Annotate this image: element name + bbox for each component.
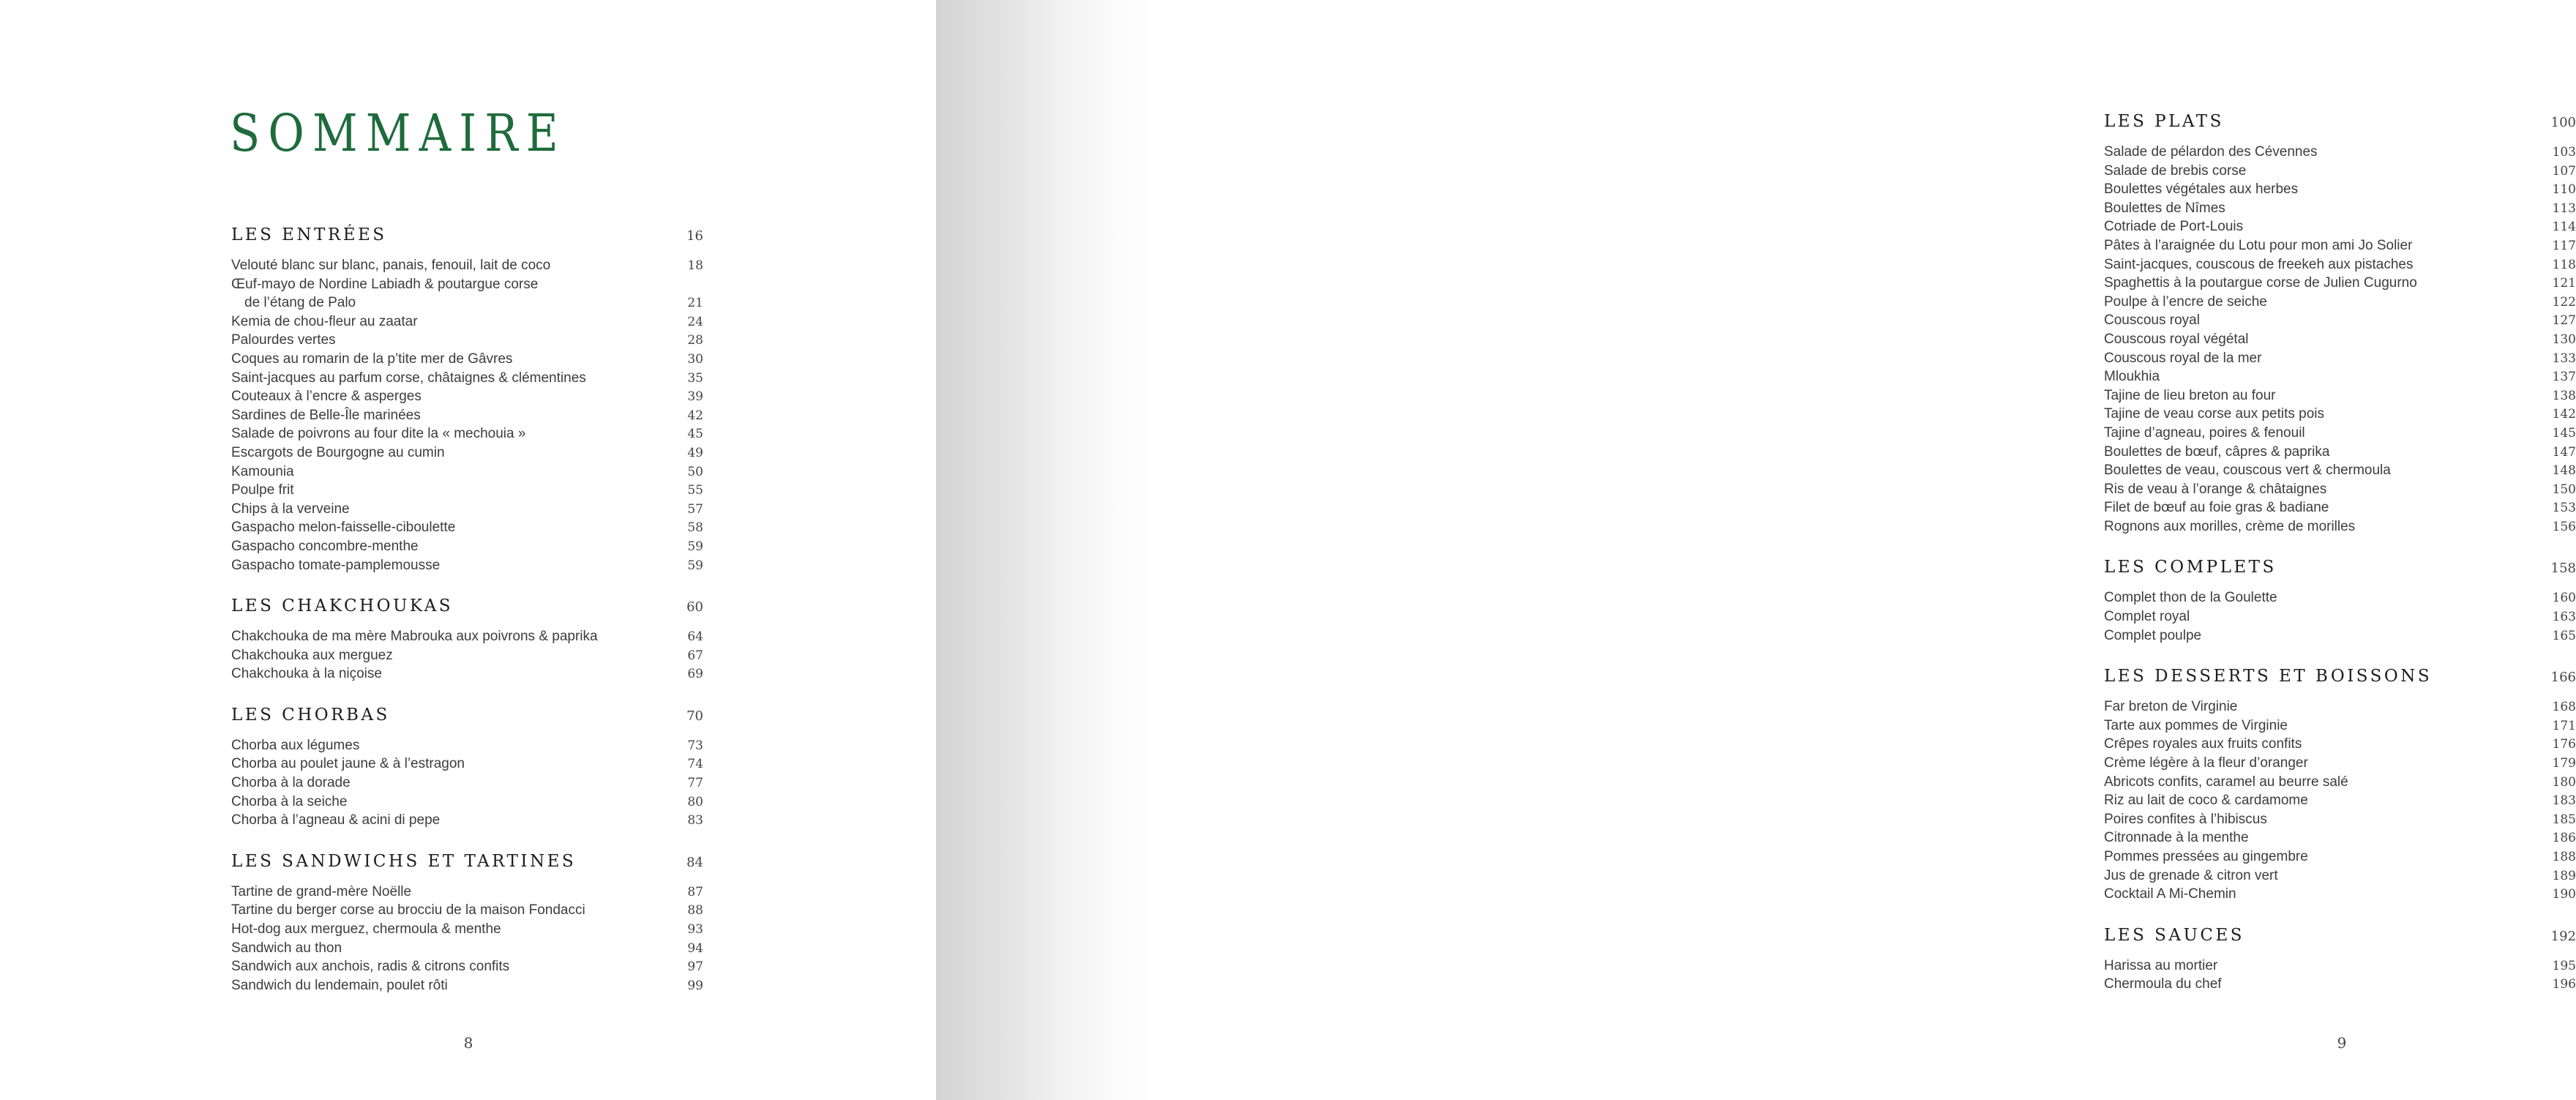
toc-entry: [2104, 405, 2576, 424]
entry-title: Œuf-mayo de Nordine Labiadh & poutargue corse: [231, 276, 539, 292]
toc-entry: [231, 313, 703, 332]
toc-entry: [2104, 791, 2576, 810]
entry-title: Salade de pélardon des Cévennes: [2104, 144, 2318, 160]
toc-entry: [231, 256, 703, 275]
toc-entry: [2104, 480, 2576, 499]
toc-entry: [2104, 274, 2576, 293]
entry-title: Complet royal: [2104, 609, 2190, 625]
entry-title: Tajine d’agneau, poires & fenouil: [2104, 424, 2305, 441]
entry-page-number: 57: [687, 501, 703, 517]
section-page-number: 192: [2550, 928, 2576, 944]
entry-title: Poulpe à l’encre de seiche: [2104, 293, 2267, 310]
entry-title: Citronnade à la menthe: [2104, 830, 2249, 846]
entry-title: Harissa au mortier: [2104, 957, 2218, 973]
section-header: [2104, 556, 2576, 578]
toc-entry: [231, 500, 703, 519]
toc-entry: [231, 939, 703, 958]
toc-entry: [231, 481, 703, 500]
section-page-number: 100: [2550, 115, 2576, 130]
entry-page-number: 118: [2552, 257, 2576, 272]
toc-entry: [231, 444, 703, 463]
entry-title: Sandwich au thon: [231, 940, 342, 956]
entry-title: Saint-jacques au parfum corse, châtaignes & clémentines: [231, 370, 586, 386]
entry-page-number: 42: [687, 408, 703, 423]
toc-section: [231, 595, 703, 684]
toc-entry: [231, 424, 703, 444]
toc-entry: [2104, 199, 2576, 218]
entry-page-number: 55: [687, 483, 703, 498]
entry-title: Tarte aux pommes de Virginie: [2104, 717, 2288, 733]
toc-entry: [2104, 443, 2576, 462]
toc-entry: [231, 920, 703, 939]
entry-page-number: 122: [2552, 294, 2576, 310]
entry-title: Filet de bœuf au foie gras & badiane: [2104, 500, 2329, 516]
entry-page-number: 28: [687, 333, 703, 348]
entry-page-number: 179: [2552, 756, 2576, 771]
entry-page-number: 83: [687, 813, 703, 828]
entry-page-number: 138: [2552, 388, 2576, 403]
entry-title: Boulettes de Nîmes: [2104, 200, 2225, 216]
entry-page-number: 145: [2552, 425, 2576, 441]
entry-title: Hot-dog aux merguez, chermoula & menthe: [231, 921, 501, 938]
entry-page-number: 185: [2552, 812, 2576, 827]
toc-section: [2104, 924, 2576, 994]
section-title: LES SAUCES: [2104, 925, 2245, 945]
toc-entry: [2104, 255, 2576, 274]
entry-title: Complet thon de la Goulette: [2104, 590, 2277, 606]
entry-title: Rognons aux morilles, crème de morilles: [2104, 518, 2356, 534]
page-number-left: 8: [463, 1034, 473, 1052]
toc-entry: [2104, 461, 2576, 480]
toc-entry: [2104, 330, 2576, 349]
toc-entry: [2104, 367, 2576, 386]
entry-page-number: 73: [687, 738, 703, 753]
entry-title: Chips à la verveine: [231, 501, 350, 517]
toc-entry: [231, 369, 703, 388]
entry-page-number: 176: [2552, 737, 2576, 752]
entry-title: Boulettes de bœuf, câpres & paprika: [2104, 444, 2330, 460]
left-toc-column: [231, 224, 703, 995]
section-title: LES DESSERTS ET BOISSONS: [2104, 667, 2433, 686]
entry-title: Mloukhia: [2104, 369, 2160, 385]
entry-title: Gaspacho melon-faisselle-ciboulette: [231, 520, 456, 536]
entry-page-number: 69: [687, 667, 703, 682]
toc-entry: [231, 627, 703, 646]
entry-title: Kamounia: [231, 463, 294, 479]
entry-page-number: 148: [2552, 463, 2576, 479]
toc-entry: [2104, 162, 2576, 181]
toc-entry: [231, 901, 703, 920]
section-page-number: 70: [686, 708, 703, 724]
toc-entry: [231, 331, 703, 350]
entry-page-number: 188: [2552, 850, 2576, 864]
entry-title: Saint-jacques, couscous de freekeh aux pistaches: [2104, 256, 2414, 272]
entry-title: Tartine de grand-mère Noëlle: [231, 883, 412, 899]
section-page-number: 158: [2550, 561, 2576, 577]
section-page-number: 60: [686, 599, 703, 616]
entry-title: Kemia de chou-fleur au zaatar: [231, 313, 418, 329]
section-entries: [2104, 588, 2576, 645]
entry-title: Couscous royal: [2104, 313, 2200, 329]
entry-page-number: 160: [2552, 591, 2576, 606]
toc-section: [2104, 665, 2576, 904]
entry-page-number: 137: [2552, 370, 2576, 385]
entry-page-number: 156: [2552, 519, 2576, 534]
section-title: LES SANDWICHS ET TARTINES: [231, 851, 577, 871]
toc-entry: [2104, 517, 2576, 536]
toc-entry: [2104, 311, 2576, 330]
entry-page-number: 190: [2552, 887, 2576, 902]
section-page-number: 84: [686, 854, 703, 870]
toc-entry: [231, 387, 703, 406]
entry-title: Couscous royal végétal: [2104, 331, 2249, 347]
entry-title: Chorba à la seiche: [231, 793, 348, 809]
entry-page-number: 165: [2552, 628, 2576, 643]
toc-entry: [231, 646, 703, 665]
entry-page-number: 30: [687, 351, 703, 367]
entry-title: Chorba aux légumes: [231, 737, 360, 753]
entry-page-number: 94: [687, 940, 703, 956]
toc-section: [2104, 556, 2576, 645]
toc-entry: [2104, 236, 2576, 255]
entry-title: Chakchouka à la niçoise: [231, 666, 382, 682]
entry-title: Coques au romarin de la p’tite mer de Gâvres: [231, 351, 513, 367]
entry-title: Tajine de veau corse aux petits pois: [2104, 406, 2325, 422]
entry-title: Jus de grenade & citron vert: [2104, 867, 2278, 883]
toc-entry: [231, 665, 703, 684]
entry-page-number: 121: [2552, 276, 2576, 291]
entry-title: Poulpe frit: [231, 482, 294, 498]
entry-page-number: 67: [687, 648, 703, 663]
entry-page-number: 58: [687, 520, 703, 536]
right-toc-column: [2104, 111, 2576, 994]
toc-entry: [2104, 867, 2576, 886]
entry-title: Spaghettis à la poutargue corse de Julien Cugurno: [2104, 275, 2417, 291]
toc-entry: [231, 350, 703, 369]
entry-title: Chorba au poulet jaune & à l’estragon: [231, 756, 465, 772]
entry-title: Tartine du berger corse au brocciu de la maison Fondacci: [231, 902, 585, 918]
entry-page-number: 21: [687, 296, 703, 311]
toc-entry: [231, 883, 703, 902]
toc-entry: [231, 406, 703, 425]
toc-entry: [231, 957, 703, 976]
section-header: [231, 850, 703, 872]
entry-page-number: 147: [2552, 444, 2576, 460]
entry-title: Boulettes végétales aux herbes: [2104, 182, 2299, 198]
entry-page-number: 87: [687, 884, 703, 899]
entry-title: Couteaux à l’encre & asperges: [231, 389, 422, 405]
right-page: [936, 0, 2576, 1100]
entry-title: Salade de poivrons au four dite la « mechouia »: [231, 426, 526, 442]
entry-page-number: 127: [2552, 313, 2576, 329]
entry-page-number: 183: [2552, 793, 2576, 809]
toc-entry: [2104, 607, 2576, 626]
section-entries: [2104, 143, 2576, 536]
toc-section: [231, 704, 703, 830]
toc-entry: [2104, 828, 2576, 848]
toc-section: [2104, 111, 2576, 536]
entry-title: Velouté blanc sur blanc, panais, fenouil, lait de coco: [231, 258, 551, 273]
entry-page-number: 45: [687, 427, 703, 442]
entry-page-number: 133: [2552, 351, 2576, 366]
page-title: SOMMAIRE: [230, 103, 566, 163]
entry-title: Chermoula du chef: [2104, 976, 2222, 992]
toc-entry: [2104, 697, 2576, 717]
entry-title: Complet poulpe: [2104, 627, 2202, 643]
toc-entry: [2104, 498, 2576, 517]
toc-entry: [2104, 810, 2576, 829]
section-title: LES ENTRÉES: [231, 225, 387, 244]
entry-title: Sardines de Belle-Île marinées: [231, 407, 421, 423]
toc-entry: [2104, 957, 2576, 976]
entry-title: Boulettes de veau, couscous vert & chermoula: [2104, 463, 2391, 479]
section-title: LES CHAKCHOUKAS: [231, 596, 453, 616]
entry-page-number: 163: [2552, 610, 2576, 625]
section-header: [231, 595, 703, 617]
entry-title: Salade de brebis corse: [2104, 162, 2247, 179]
entry-page-number: 50: [687, 464, 703, 479]
entry-title: Escargots de Bourgogne au cumin: [231, 444, 445, 460]
toc-entry: [2104, 717, 2576, 736]
entry-title: Pommes pressées au gingembre: [2104, 849, 2308, 864]
entry-page-number: 189: [2552, 868, 2576, 883]
toc-section: [231, 850, 703, 995]
entry-page-number: 88: [687, 903, 703, 918]
toc-entry: [231, 811, 703, 830]
section-title: LES PLATS: [2104, 112, 2224, 131]
entry-page-number: 80: [687, 794, 703, 809]
entry-page-number: 59: [687, 558, 703, 573]
entry-page-number: 18: [687, 258, 703, 273]
entry-title: Poires confites à l’hibiscus: [2104, 811, 2267, 827]
section-entries: [2104, 957, 2576, 994]
entry-page-number: 150: [2552, 482, 2576, 497]
toc-entry: [231, 518, 703, 537]
section-entries: [231, 736, 703, 830]
section-entries: [231, 256, 703, 575]
entry-title: Pâtes à l’araignée du Lotu pour mon ami Jo Solier: [2104, 237, 2413, 253]
toc-entry: [231, 774, 703, 793]
toc-entry: [2104, 424, 2576, 443]
toc-entry: [2104, 885, 2576, 904]
toc-entry: [231, 556, 703, 575]
toc-entry: [2104, 143, 2576, 162]
left-page: [0, 0, 936, 1100]
entry-title: Cocktail A Mi-Chemin: [2104, 886, 2236, 902]
entry-title: Chakchouka de ma mère Mabrouka aux poivrons & paprika: [231, 629, 598, 645]
entry-title: Couscous royal de la mer: [2104, 350, 2262, 366]
entry-page-number: 103: [2552, 145, 2576, 160]
entry-page-number: 195: [2552, 958, 2576, 973]
toc-section: [231, 224, 703, 575]
entry-page-number: 97: [687, 959, 703, 975]
toc-entry: [2104, 848, 2576, 867]
entry-page-number: 113: [2552, 201, 2576, 216]
toc-entry: [2104, 588, 2576, 607]
entry-page-number: 93: [687, 922, 703, 938]
entry-title: Abricots confits, caramel au beurre salé: [2104, 774, 2348, 790]
entry-page-number: 153: [2552, 501, 2576, 516]
section-header: [2104, 665, 2576, 687]
entry-page-number: 74: [687, 757, 703, 772]
entry-page-number: 168: [2552, 700, 2576, 715]
section-page-number: 16: [686, 228, 703, 244]
entry-page-number: 35: [687, 370, 703, 386]
entry-title: Crème légère à la fleur d’oranger: [2104, 755, 2308, 771]
entry-page-number: 49: [687, 445, 703, 460]
entry-page-number: 39: [687, 389, 703, 405]
entry-title: de l’étang de Palo: [244, 295, 356, 311]
entry-page-number: 99: [687, 978, 703, 993]
entry-title: Palourdes vertes: [231, 332, 336, 348]
toc-entry: [231, 275, 703, 294]
entry-title: Riz au lait de coco & cardamome: [2104, 793, 2308, 809]
toc-entry: [231, 537, 703, 556]
entry-page-number: 64: [687, 629, 703, 645]
entry-title: Sandwich du lendemain, poulet rôti: [231, 977, 448, 993]
section-entries: [231, 627, 703, 684]
toc-entry: [2104, 754, 2576, 773]
toc-entry: [2104, 975, 2576, 994]
toc-entry: [2104, 349, 2576, 368]
entry-title: Chorba à la dorade: [231, 775, 351, 791]
section-header: [2104, 924, 2576, 946]
toc-entry: [2104, 386, 2576, 405]
entry-title: Far breton de Virginie: [2104, 699, 2238, 715]
toc-entry: [2104, 773, 2576, 792]
entry-page-number: 130: [2552, 332, 2576, 347]
entry-title: Gaspacho concombre-menthe: [231, 538, 419, 554]
toc-entry: [231, 976, 703, 995]
entry-page-number: 180: [2552, 774, 2576, 790]
entry-page-number: 186: [2552, 831, 2576, 846]
section-header: [231, 224, 703, 246]
entry-title: Gaspacho tomate-pamplemousse: [231, 557, 441, 573]
entry-title: Cotriade de Port-Louis: [2104, 219, 2244, 235]
toc-entry: [231, 463, 703, 482]
entry-page-number: 117: [2552, 238, 2576, 253]
toc-entry: [231, 736, 703, 755]
toc-entry: [2104, 293, 2576, 312]
page-number-right: 9: [2337, 1034, 2347, 1052]
entry-title: Ris de veau à l’orange & châtaignes: [2104, 481, 2327, 497]
entry-title: Chorba à l’agneau & acini di pepe: [231, 812, 441, 828]
section-header: [231, 704, 703, 726]
entry-page-number: 171: [2552, 718, 2576, 733]
entry-page-number: 196: [2552, 977, 2576, 992]
toc-entry: [231, 793, 703, 812]
section-page-number: 166: [2550, 670, 2576, 686]
section-entries: [231, 883, 703, 995]
section-entries: [2104, 697, 2576, 904]
toc-entry: [231, 755, 703, 774]
toc-entry: [231, 293, 703, 313]
entry-title: Crêpes royales aux fruits confits: [2104, 736, 2302, 752]
entry-title: Sandwich aux anchois, radis & citrons confits: [231, 959, 510, 975]
entry-page-number: 24: [687, 314, 703, 329]
entry-page-number: 142: [2552, 407, 2576, 422]
section-title: LES COMPLETS: [2104, 558, 2277, 577]
toc-entry: [2104, 626, 2576, 646]
entry-page-number: 59: [687, 539, 703, 554]
section-header: [2104, 111, 2576, 132]
toc-entry: [2104, 217, 2576, 236]
entry-title: Chakchouka aux merguez: [231, 647, 393, 663]
toc-entry: [2104, 180, 2576, 199]
section-title: LES CHORBAS: [231, 705, 390, 725]
toc-entry: [2104, 735, 2576, 754]
entry-page-number: 110: [2552, 182, 2576, 198]
entry-title: Tajine de lieu breton au four: [2104, 387, 2276, 403]
entry-page-number: 77: [687, 776, 703, 791]
entry-page-number: 114: [2552, 220, 2576, 235]
entry-page-number: 107: [2552, 163, 2576, 179]
